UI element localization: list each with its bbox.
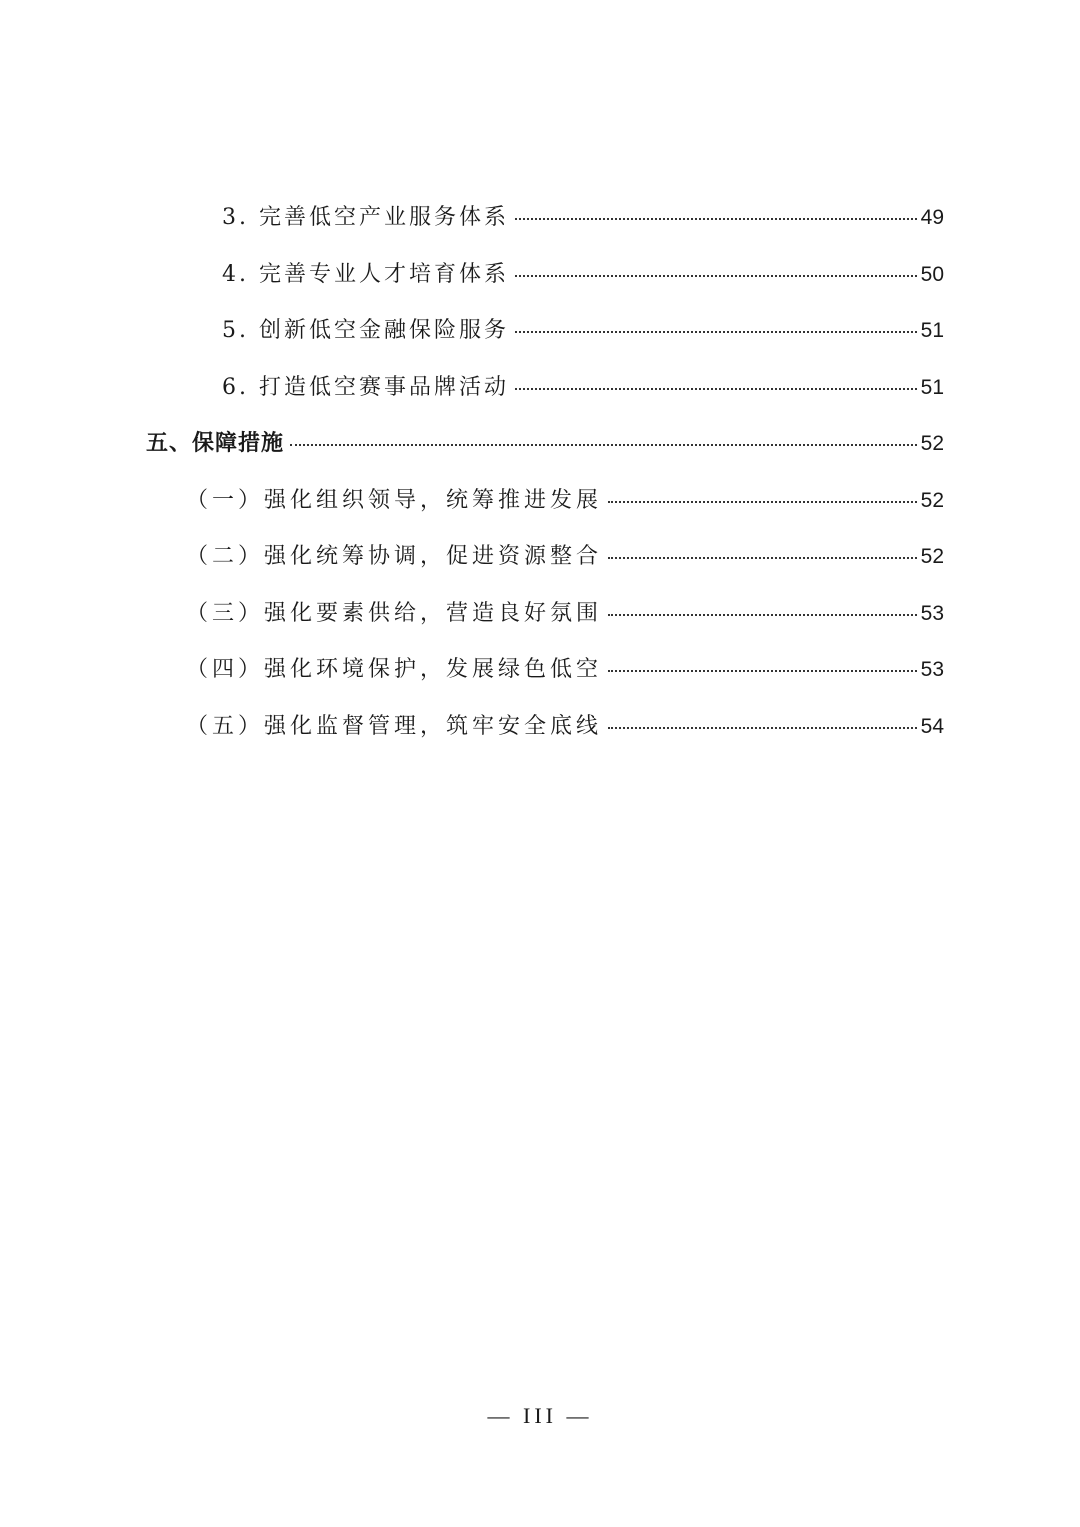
toc-entry[interactable] <box>222 370 944 410</box>
toc-entry[interactable] <box>186 596 944 636</box>
toc-entry-label: 6. 打造低空赛事品牌活动 <box>222 375 509 400</box>
page-number-footer: — III — <box>487 1403 593 1428</box>
toc-entry-page: 51 <box>920 376 944 399</box>
toc-entry-page: 52 <box>920 432 944 455</box>
toc-entry-page: 52 <box>920 489 944 512</box>
toc-entry-page: 51 <box>920 319 944 342</box>
toc-entry-label: 4. 完善专业人才培育体系 <box>222 262 509 287</box>
dot-leader <box>608 727 917 729</box>
toc-entry-label: （五）强化监督管理，筑牢安全底线 <box>186 714 603 739</box>
toc-entry[interactable] <box>146 426 944 466</box>
toc-entry-page: 49 <box>920 206 944 229</box>
toc-entry[interactable] <box>222 313 944 353</box>
dot-leader <box>515 388 917 390</box>
toc-entry-label: （三）强化要素供给，营造良好氛围 <box>186 601 603 626</box>
toc-entry[interactable] <box>222 200 944 240</box>
toc-entry-page: 53 <box>920 602 944 625</box>
dot-leader <box>608 557 917 559</box>
toc-entry-label: （四）强化环境保护，发展绿色低空 <box>186 657 603 682</box>
toc-entry-label: （一）强化组织领导，统筹推进发展 <box>186 488 603 513</box>
toc-entry-label: 五、保障措施 <box>146 431 285 456</box>
toc-entry[interactable] <box>222 257 944 297</box>
toc-entry-label: （二）强化统筹协调，促进资源整合 <box>186 544 603 569</box>
toc-entry-page: 50 <box>920 263 944 286</box>
dot-leader <box>515 331 917 333</box>
dot-leader <box>515 275 917 277</box>
toc-entry-page: 52 <box>920 545 944 568</box>
toc-entry-page: 54 <box>920 715 944 738</box>
toc-entry-label: 5. 创新低空金融保险服务 <box>222 318 509 343</box>
toc-entry-label: 3. 完善低空产业服务体系 <box>222 205 509 230</box>
dot-leader <box>290 444 917 446</box>
toc-entry[interactable] <box>186 652 944 692</box>
toc-entry[interactable] <box>186 483 944 523</box>
toc-entry[interactable] <box>186 709 944 749</box>
dot-leader <box>608 614 917 616</box>
toc-entry-page: 53 <box>920 658 944 681</box>
dot-leader <box>608 501 917 503</box>
toc-entry[interactable] <box>186 539 944 579</box>
dot-leader <box>608 670 917 672</box>
dot-leader <box>515 218 917 220</box>
